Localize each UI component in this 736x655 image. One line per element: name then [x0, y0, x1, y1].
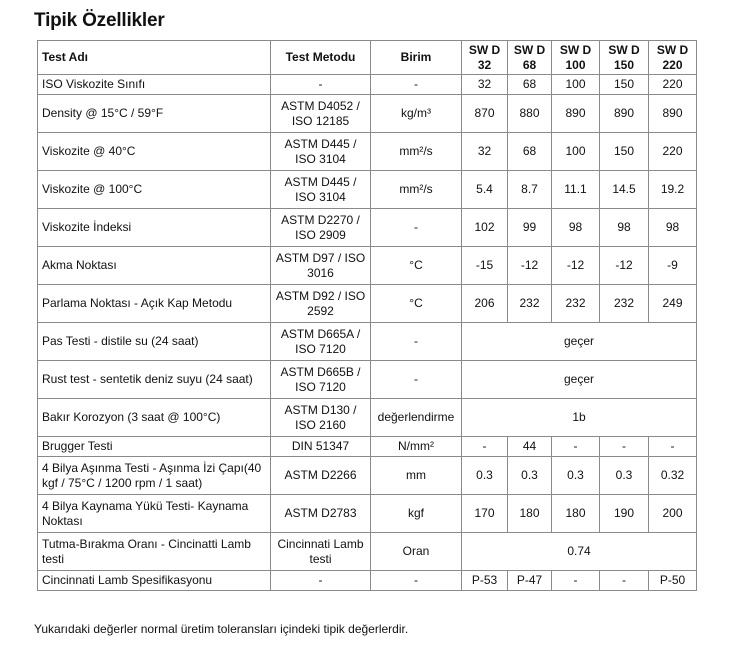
value-150: 98 [600, 209, 649, 247]
value-100: -12 [552, 247, 600, 285]
value-32: 870 [462, 95, 508, 133]
table-row [38, 75, 697, 95]
unit: kgf [371, 495, 462, 533]
header-grade-32: SW D 32 [462, 41, 508, 75]
unit: - [371, 361, 462, 399]
test-method: ASTM D92 / ISO 2592 [271, 285, 371, 323]
test-name: Pas Testi - distile su (24 saat) [38, 323, 271, 361]
test-name: Cincinnati Lamb Spesifikasyonu [38, 571, 271, 591]
table-row [38, 95, 697, 133]
value-32: 102 [462, 209, 508, 247]
test-name: Brugger Testi [38, 437, 271, 457]
value-220: 220 [649, 133, 697, 171]
header-unit: Birim [371, 41, 462, 75]
value-32: 32 [462, 75, 508, 95]
merged-value: geçer [462, 323, 697, 361]
test-method: ASTM D4052 / ISO 12185 [271, 95, 371, 133]
value-150: 232 [600, 285, 649, 323]
value-220: 0.32 [649, 457, 697, 495]
unit: değerlendirme [371, 399, 462, 437]
test-name: Akma Noktası [38, 247, 271, 285]
table-row [38, 361, 697, 399]
value-32: 32 [462, 133, 508, 171]
value-150: 150 [600, 75, 649, 95]
value-150: 150 [600, 133, 649, 171]
value-68: 232 [508, 285, 552, 323]
header-test-method: Test Metodu [271, 41, 371, 75]
value-100: 0.3 [552, 457, 600, 495]
table-row [38, 323, 697, 361]
table-row [38, 457, 697, 495]
unit: mm²/s [371, 133, 462, 171]
value-100: 890 [552, 95, 600, 133]
table-row [38, 495, 697, 533]
test-method: ASTM D2783 [271, 495, 371, 533]
test-name: Parlama Noktası - Açık Kap Metodu [38, 285, 271, 323]
unit: Oran [371, 533, 462, 571]
unit: mm²/s [371, 171, 462, 209]
header-test-name: Test Adı [38, 41, 271, 75]
test-name: Rust test - sentetik deniz suyu (24 saat) [38, 361, 271, 399]
value-220: 220 [649, 75, 697, 95]
table-row [38, 209, 697, 247]
unit: - [371, 209, 462, 247]
table-row [38, 571, 697, 591]
test-name: 4 Bilya Aşınma Testi - Aşınma İzi Çapı(40 kgf / 75°C / 1200 rpm / 1 saat) [38, 457, 271, 495]
header-grade-150: SW D 150 [600, 41, 649, 75]
value-32: 170 [462, 495, 508, 533]
value-150: - [600, 571, 649, 591]
unit: - [371, 323, 462, 361]
test-method: ASTM D665B / ISO 7120 [271, 361, 371, 399]
merged-value: 1b [462, 399, 697, 437]
test-method: ASTM D445 / ISO 3104 [271, 133, 371, 171]
unit: °C [371, 285, 462, 323]
table-row [38, 133, 697, 171]
value-100: 98 [552, 209, 600, 247]
properties-table [37, 40, 697, 591]
page-title: Tipik Özellikler [34, 10, 165, 31]
test-method: ASTM D97 / ISO 3016 [271, 247, 371, 285]
value-100: 100 [552, 75, 600, 95]
value-100: 11.1 [552, 171, 600, 209]
test-method: ASTM D445 / ISO 3104 [271, 171, 371, 209]
table-row [38, 285, 697, 323]
value-68: 99 [508, 209, 552, 247]
value-32: -15 [462, 247, 508, 285]
value-100: 180 [552, 495, 600, 533]
unit: mm [371, 457, 462, 495]
footnote: Yukarıdaki değerler normal üretim toleransları içindeki tipik değerlerdir. [34, 622, 409, 636]
value-100: 100 [552, 133, 600, 171]
test-name: Bakır Korozyon (3 saat @ 100°C) [38, 399, 271, 437]
value-100: 232 [552, 285, 600, 323]
unit: - [371, 571, 462, 591]
value-68: 180 [508, 495, 552, 533]
table-row [38, 171, 697, 209]
unit: N/mm² [371, 437, 462, 457]
value-68: 8.7 [508, 171, 552, 209]
test-method: ASTM D2270 / ISO 2909 [271, 209, 371, 247]
test-name: Viskozite @ 40°C [38, 133, 271, 171]
value-220: 98 [649, 209, 697, 247]
test-name: Tutma-Bırakma Oranı - Cincinatti Lamb testi [38, 533, 271, 571]
value-100: - [552, 437, 600, 457]
table-row [38, 437, 697, 457]
value-220: P-50 [649, 571, 697, 591]
value-32: P-53 [462, 571, 508, 591]
value-100: - [552, 571, 600, 591]
merged-value: geçer [462, 361, 697, 399]
unit: °C [371, 247, 462, 285]
test-method: Cincinnati Lamb testi [271, 533, 371, 571]
table-row [38, 247, 697, 285]
value-68: 68 [508, 133, 552, 171]
header-grade-68: SW D 68 [508, 41, 552, 75]
value-220: - [649, 437, 697, 457]
table-row [38, 533, 697, 571]
value-220: 19.2 [649, 171, 697, 209]
test-name: Density @ 15°C / 59°F [38, 95, 271, 133]
value-220: -9 [649, 247, 697, 285]
test-method: ASTM D665A / ISO 7120 [271, 323, 371, 361]
value-150: 190 [600, 495, 649, 533]
value-220: 249 [649, 285, 697, 323]
value-32: 5.4 [462, 171, 508, 209]
value-150: 0.3 [600, 457, 649, 495]
value-150: -12 [600, 247, 649, 285]
test-method: DIN 51347 [271, 437, 371, 457]
value-150: 890 [600, 95, 649, 133]
header-row [38, 41, 697, 75]
value-68: P-47 [508, 571, 552, 591]
value-68: -12 [508, 247, 552, 285]
test-name: Viskozite İndeksi [38, 209, 271, 247]
unit: kg/m³ [371, 95, 462, 133]
test-method: - [271, 571, 371, 591]
test-name: Viskozite @ 100°C [38, 171, 271, 209]
test-method: ASTM D130 / ISO 2160 [271, 399, 371, 437]
value-68: 68 [508, 75, 552, 95]
test-name: ISO Viskozite Sınıfı [38, 75, 271, 95]
test-method: - [271, 75, 371, 95]
value-68: 44 [508, 437, 552, 457]
table-row [38, 399, 697, 437]
test-name: 4 Bilya Kaynama Yükü Testi- Kaynama Noktası [38, 495, 271, 533]
value-32: - [462, 437, 508, 457]
unit: - [371, 75, 462, 95]
value-68: 0.3 [508, 457, 552, 495]
value-150: 14.5 [600, 171, 649, 209]
value-68: 880 [508, 95, 552, 133]
value-32: 0.3 [462, 457, 508, 495]
value-150: - [600, 437, 649, 457]
header-grade-220: SW D 220 [649, 41, 697, 75]
merged-value: 0.74 [462, 533, 697, 571]
test-method: ASTM D2266 [271, 457, 371, 495]
value-220: 200 [649, 495, 697, 533]
value-220: 890 [649, 95, 697, 133]
value-32: 206 [462, 285, 508, 323]
header-grade-100: SW D 100 [552, 41, 600, 75]
